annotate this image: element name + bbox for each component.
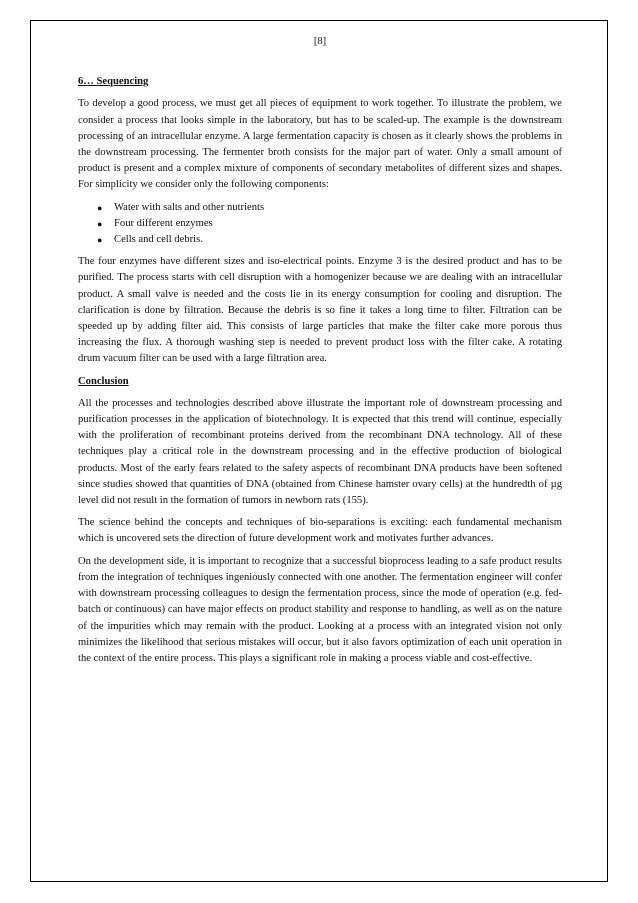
bullet-icon: ● bbox=[97, 235, 103, 246]
document-body bbox=[78, 34, 562, 667]
list-item: ● Cells and cell debris. bbox=[114, 232, 562, 248]
paragraph: The science behind the concepts and techniques of bio-separations is exciting: each fundamental mechanism which is uncovered sets the direction of future development work and motivates further advances. bbox=[78, 517, 562, 545]
paragraph: On the development side, it is important to recognize that a successful bioprocess leading to a safe product results from the integration of techniques ingeniously connected with one another. The fermentation engineer will confer with downstream processing colleagues to design the fermentation process, since the mode of operation (e.g. fed-batch or continuous) can have major effects on product stability and response to handling, as well as on the nature of the impurities which may remain with the product. Looking at a process with an integrated vision not only minimizes the likelihood that serious mistakes will occur, but it also favors optimization of each unit operation in the context of the entire process. This plays a significant role in making a process viable and cost-effective. bbox=[78, 555, 562, 664]
list-item: ● Four different enzymes bbox=[114, 216, 562, 232]
section-heading-sequencing: 6… Sequencing bbox=[78, 76, 149, 88]
list-item: ● Water with salts and other nutrients bbox=[114, 200, 562, 216]
page-number: [8] bbox=[313, 36, 327, 47]
bullet-icon: ● bbox=[97, 202, 103, 213]
paragraph: The four enzymes have different sizes and iso-electrical points. Enzyme 3 is the desired product and has to be purified. The process starts with cell disruption with a homogenizer because we are dealing with an intracellular product. A small valve is needed and the costs lie in its energy consumption for cooling and disruption. The clarification is done by filtration. Because the debris is so fine it takes a long time to filter. Filtration can be speeded up by adding filter aid. This consists of large particles that make the filter cake more porous thus increasing the flux. A thorough washing step is needed to prevent product loss with the filter cake. A rotating drum vacuum filter can be used with a large filtration area. bbox=[78, 256, 562, 365]
paragraph: All the processes and technologies described above illustrate the important role of downstream processing and purification processes in the application of biotechnology. It is expected that this trend will continue, especially with the proliferation of recombinant proteins derived from the recombinant DNA technology. All of these techniques play a critical role in the downstream processing and in the effective production of biological products. Most of the early fears related to the safety aspects of recombinant DNA products have been softened since studies showed that quantities of DNA (obtained from Chinese hamster ovary cells) at the hundredth of µg level did not result in the formation of tumors in newborn rats (155). bbox=[78, 397, 562, 507]
bullet-icon: ● bbox=[97, 218, 103, 229]
paragraph: To develop a good process, we must get all pieces of equipment to work together. To illustrate the problem, we consider a process that looks simple in the laboratory, but has to be scaled-up. The example is the downstream processing of an intracellular enzyme. A large fermentation capacity is chosen as it clearly shows the problems in the downstream processing. The fermenter broth consists for the major part of water. Only a small amount of product is present and a complex mixture of components of secondary metabolites of different sizes and shapes. For simplicity we consider only the following components: bbox=[78, 98, 562, 191]
section-heading-conclusion: Conclusion bbox=[78, 375, 129, 387]
component-list bbox=[78, 200, 562, 249]
